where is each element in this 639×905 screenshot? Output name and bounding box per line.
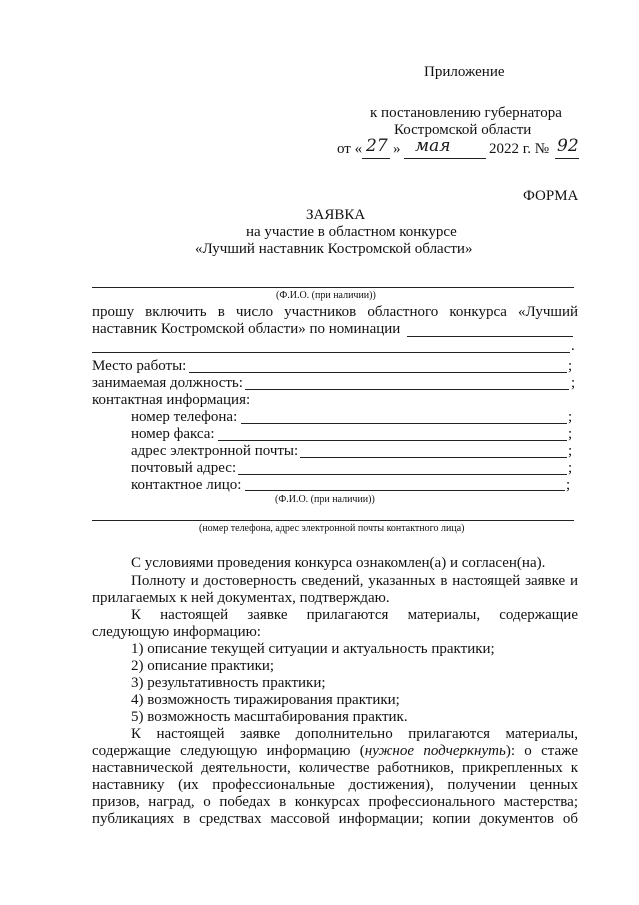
position-semicolon: ; [571,375,576,391]
paragraph-confirm-line2: прилагаемых к ней документах, подтверждаю. [92,590,390,606]
paragraph-attached-line1: К настоящей заявке прилагаются материалы, содержащие [131,607,578,623]
list-item: 5) возможность масштабирования практик. [131,709,408,725]
number-underline [555,158,579,159]
workplace-field-line[interactable] [189,372,567,373]
nomination-period: . [571,338,575,354]
paragraph-confirm-line1: Полноту и достоверность сведений, указанных в настоящей заявке и [131,573,578,589]
workplace-semicolon: ; [568,358,573,374]
appendix-label: Приложение [424,64,505,80]
phone-field-line[interactable] [241,423,567,424]
underline-hint: нужное подчеркнуть [364,743,506,759]
handwritten-month: мая [415,136,451,156]
phone-semicolon: ; [568,409,573,425]
contact-info-label: контактная информация: [92,392,251,408]
paragraph-additional-line1: К настоящей заявке дополнительно прилагаются материалы, [131,726,578,742]
list-item: 2) описание практики; [131,658,275,674]
month-underline [404,158,486,159]
form-label: ФОРМА [523,188,579,204]
workplace-label: Место работы: [92,358,187,374]
email-label: адрес электронной почты: [131,443,299,459]
paragraph-attached-line2: следующую информацию: [92,624,261,640]
additional-line2-b: ): о стаже [505,743,578,759]
title-line1: на участие в областном конкурсе [246,224,457,240]
email-semicolon: ; [568,443,573,459]
request-line2: наставник Костромской области» по номинации [92,321,401,337]
contact-person-semicolon: ; [566,477,571,493]
contact-person-field-line[interactable] [245,490,565,491]
paragraph-additional-line3: наставнической деятельности, количестве работников, прикрепленных к [92,760,578,776]
postal-field-line[interactable] [238,474,567,475]
paragraph-additional-line5: призов, наград, о победах в конкурсах профессионального мастерства; [92,794,578,810]
handwritten-day: 27 [366,136,388,156]
contact-fio-caption: (Ф.И.О. (при наличии)) [275,494,375,505]
title-line2: «Лучший наставник Костромской области» [195,241,473,257]
fax-field-line[interactable] [218,440,567,441]
date-prefix: от « [337,141,363,157]
fio-field-line[interactable] [92,287,574,288]
paragraph-acknowledge: С условиями проведения конкурса ознакомлен(а) и согласен(на). [131,555,546,571]
phone-label: номер телефона: [131,409,238,425]
date-mid: » [393,141,401,157]
contact-person-label: контактное лицо: [131,477,242,493]
fio-caption: (Ф.И.О. (при наличии)) [276,290,376,301]
contact-details-caption: (номер телефона, адрес электронной почты контактного лица) [199,523,465,534]
paragraph-additional-line4: наставнику (их профессиональные достижения), получении ценных [92,777,578,793]
postal-semicolon: ; [568,460,573,476]
additional-line2-a: содержащие следующую информацию ( [92,743,365,759]
postal-label: почтовый адрес: [131,460,237,476]
nomination-cont-line[interactable] [92,352,570,353]
resolution-label: к постановлению губернатора [370,105,562,121]
paragraph-additional-line6: публикациях в средствах массовой информации; копии документов об [92,811,578,827]
fax-label: номер факса: [131,426,215,442]
position-field-line[interactable] [245,389,569,390]
list-item: 3) результативность практики; [131,675,326,691]
fax-semicolon: ; [568,426,573,442]
email-field-line[interactable] [300,457,567,458]
list-item: 4) возможность тиражирования практики; [131,692,400,708]
day-underline [362,158,390,159]
handwritten-number: 92 [557,136,579,156]
year-number-label: 2022 г. № [489,141,550,157]
list-item: 1) описание текущей ситуации и актуальность практики; [131,641,495,657]
request-line1: прошу включить в число участников областного конкурса «Лучший [92,304,578,320]
position-label: занимаемая должность: [92,375,243,391]
paragraph-additional-line2 [92,743,578,760]
region-label: Костромской области [394,122,532,138]
contact-details-field-line[interactable] [92,520,574,521]
nomination-field-line[interactable] [407,336,573,337]
title-main: ЗАЯВКА [306,207,366,223]
